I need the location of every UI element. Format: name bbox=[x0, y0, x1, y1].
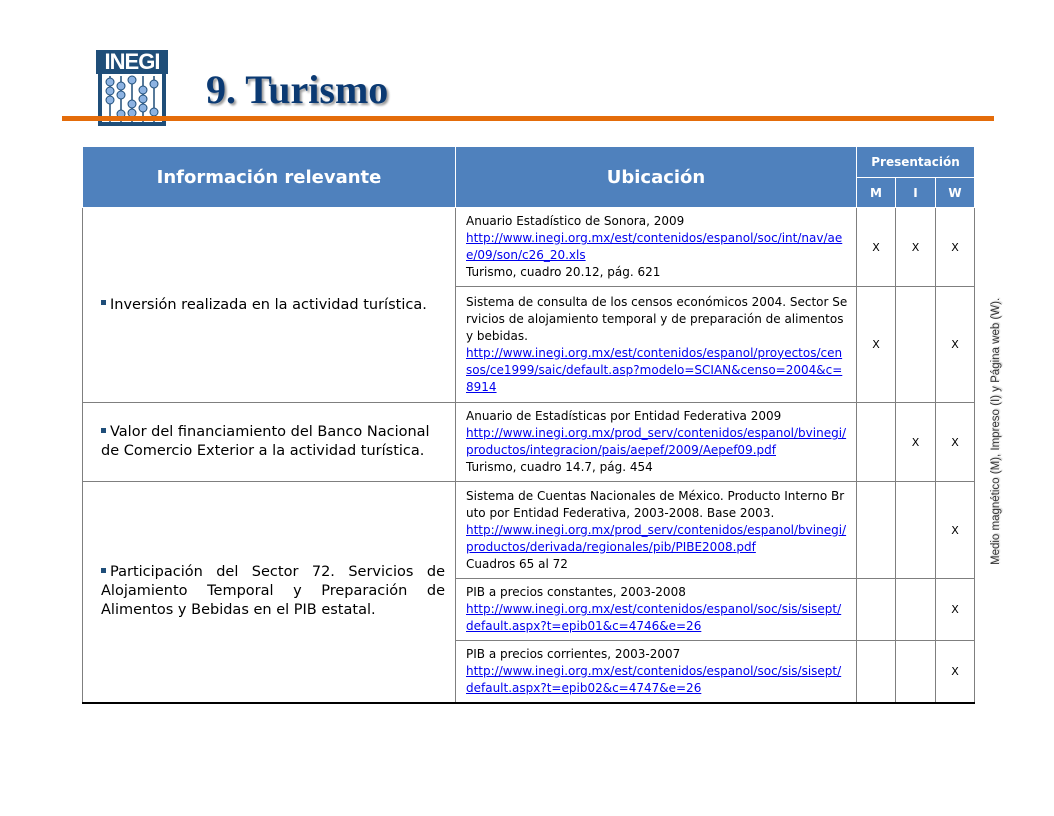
mark-i bbox=[896, 287, 936, 403]
source-link[interactable]: http://www.inegi.org.mx/est/contenidos/espanol/soc/int/nav/aee/09/son/c26_20.xls bbox=[466, 231, 843, 262]
mark-m bbox=[857, 482, 896, 579]
table-row bbox=[83, 403, 975, 482]
info-table bbox=[82, 146, 975, 704]
source-text: Anuario de Estadísticas por Entidad Federativa 2009 bbox=[466, 409, 782, 423]
header-presentation: Presentación bbox=[857, 147, 975, 178]
mark-m bbox=[857, 579, 896, 641]
mark-i bbox=[896, 482, 936, 579]
mark-w: X bbox=[936, 403, 975, 482]
mark-w: X bbox=[936, 579, 975, 641]
info-text: Valor del financiamiento del Banco Nacional de Comercio Exterior a la actividad turística. bbox=[101, 424, 430, 459]
mark-i bbox=[896, 579, 936, 641]
header-w: W bbox=[936, 178, 975, 208]
header-m: M bbox=[857, 178, 896, 208]
source-text: PIB a precios constantes, 2003-2008 bbox=[466, 585, 686, 599]
presentation-legend: Medio magnético (M), Impreso (I) y Página web (W). bbox=[990, 297, 1002, 565]
source-text: Sistema de consulta de los censos económicos 2004. Sector Servicios de alojamiento temporal y de preparación de alimentos y bebidas. bbox=[466, 294, 848, 343]
mark-i: X bbox=[896, 208, 936, 287]
inegi-logo bbox=[96, 50, 168, 126]
bullet-icon bbox=[101, 568, 106, 573]
mark-m bbox=[857, 641, 896, 703]
source-link[interactable]: http://www.inegi.org.mx/prod_serv/contenidos/espanol/bvinegi/productos/derivada/regionales/pib/PIBE2008.pdf bbox=[466, 522, 847, 554]
mark-w: X bbox=[936, 287, 975, 403]
location-cell bbox=[456, 579, 857, 641]
bullet-icon bbox=[101, 428, 106, 433]
source-link[interactable]: http://www.inegi.org.mx/est/contenidos/espanol/proyectos/censos/ce1999/saic/default.asp?modelo=SCIAN&censo=2004&c=8914 bbox=[466, 345, 843, 394]
mark-m: X bbox=[857, 287, 896, 403]
title-underline bbox=[62, 116, 994, 121]
page-title: 9. Turismo bbox=[206, 67, 389, 112]
info-text: Participación del Sector 72. Servicios de Alojamiento Temporal y Preparación de Alimentos y Bebidas en el PIB estatal. bbox=[101, 564, 445, 619]
mark-w: X bbox=[936, 641, 975, 703]
header-info: Información relevante bbox=[83, 147, 456, 208]
source-link[interactable]: http://www.inegi.org.mx/prod_serv/contenidos/espanol/bvinegi/productos/integracion/pais/aepef/2009/Aepef09.pdf bbox=[466, 426, 847, 457]
info-cell bbox=[83, 403, 456, 482]
info-cell bbox=[83, 482, 456, 703]
header-i: I bbox=[896, 178, 936, 208]
logo-text: INEGI bbox=[96, 50, 168, 74]
mark-i: X bbox=[896, 403, 936, 482]
location-cell bbox=[456, 641, 857, 703]
mark-w: X bbox=[936, 208, 975, 287]
header-location: Ubicación bbox=[456, 147, 857, 208]
source-text: PIB a precios corrientes, 2003-2007 bbox=[466, 646, 681, 661]
source-reference: Turismo, cuadro 14.7, pág. 454 bbox=[466, 460, 653, 474]
info-cell bbox=[83, 208, 456, 403]
location-cell bbox=[456, 403, 857, 482]
source-link[interactable]: http://www.inegi.org.mx/est/contenidos/espanol/soc/sis/sisept/default.aspx?t=epib02&c=4747&e=26 bbox=[466, 663, 842, 695]
table-row bbox=[83, 482, 975, 579]
source-text: Anuario Estadístico de Sonora, 2009 bbox=[466, 214, 685, 228]
mark-m: X bbox=[857, 208, 896, 287]
location-cell bbox=[456, 287, 857, 403]
info-text: Inversión realizada en la actividad turística. bbox=[110, 296, 427, 313]
source-reference: Turismo, cuadro 20.12, pág. 621 bbox=[466, 265, 661, 279]
table-row bbox=[83, 208, 975, 287]
mark-i bbox=[896, 641, 936, 703]
source-reference: Cuadros 65 al 72 bbox=[466, 556, 568, 571]
source-text: Sistema de Cuentas Nacionales de México. Producto Interno Bruto por Entidad Federativa, 2003-2008. Base 2003. bbox=[466, 488, 845, 520]
mark-m bbox=[857, 403, 896, 482]
location-cell bbox=[456, 208, 857, 287]
bullet-icon bbox=[101, 300, 106, 305]
location-cell bbox=[456, 482, 857, 579]
source-link[interactable]: http://www.inegi.org.mx/est/contenidos/espanol/soc/sis/sisept/default.aspx?t=epib01&c=4746&e=26 bbox=[466, 602, 842, 633]
mark-w: X bbox=[936, 482, 975, 579]
